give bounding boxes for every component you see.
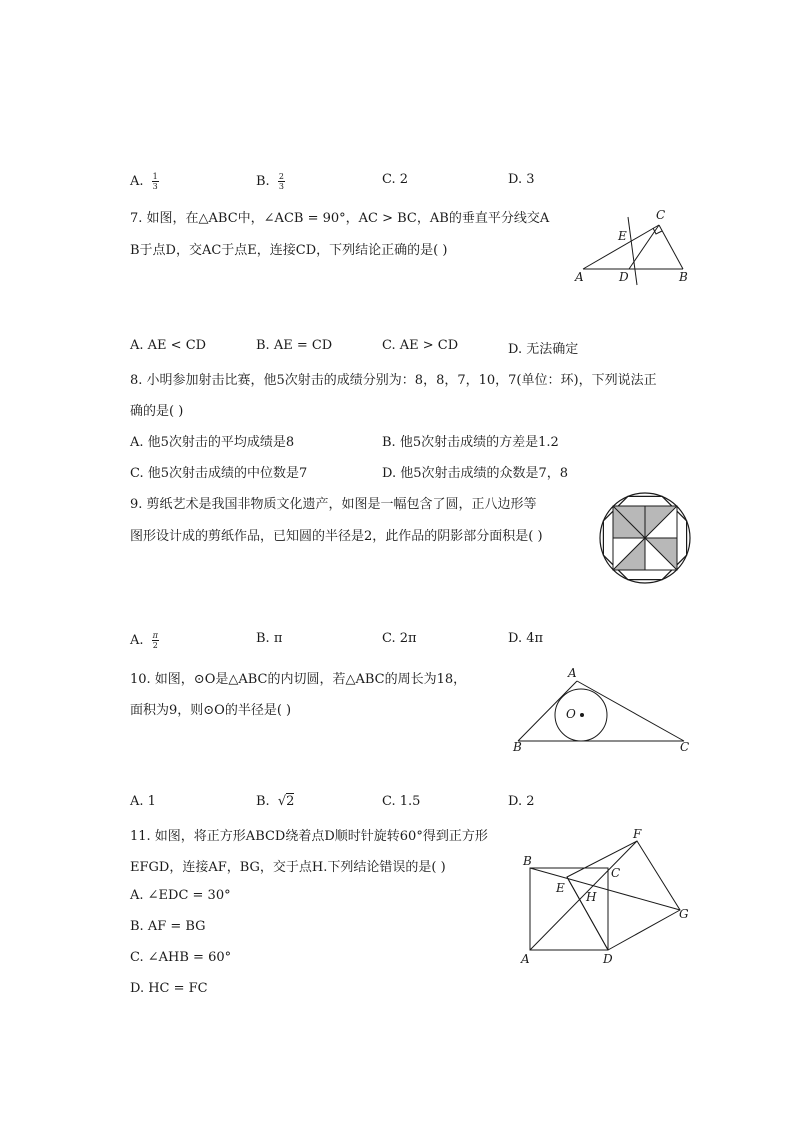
q9-stem-line2: 图形设计成的剪纸作品，已知圆的半径是2，此作品的阴影部分面积是( ) [130,529,543,544]
q6-option-c[interactable]: C. 2 [382,172,409,187]
q7-stem-line2: B于点D，交AC于点E，连接CD，下列结论正确的是( ) [130,243,448,258]
q7-figure [575,205,695,290]
q10-label-c: C [680,740,690,754]
q6-option-a-fraction: $\frac{1}{3}$ [152,172,158,191]
q7-label-d: D [619,270,629,284]
q9-option-b[interactable]: B. π [256,631,283,646]
q10-option-b-radical: √2 [277,794,295,809]
q8-stem-line2: 确的是( ) [130,404,184,419]
q9-option-d[interactable]: D. 4π [508,631,544,646]
q9-papercut-figure [598,492,692,586]
q11-option-d[interactable]: D. HC = FC [130,981,208,996]
q10-stem-line2: 面积为9，则⊙O的半径是( ) [130,703,292,718]
q9-stem-line1: 9. 剪纸艺术是我国非物质文化遗产，如图是一幅包含了圆，正八边形等 [130,497,537,512]
q7-label-e: E [618,229,627,243]
q6-option-d[interactable]: D. 3 [508,172,535,187]
q6-option-b[interactable] [256,172,285,191]
q8-stem-line1: 8. 小明参加射击比赛，他5次射击的成绩分别为：8，8，7，10，7(单位：环)，下列说法正 [130,373,657,388]
q7-label-c: C [656,208,666,222]
q7-label-b: B [679,270,688,284]
q8-option-d[interactable]: D. 他5次射击成绩的众数是7，8 [382,466,569,481]
q6-option-a-label: A. [130,174,144,189]
q11-stem-line2: EFGD，连接AF，BG，交于点H.下列结论错误的是( ) [130,860,446,875]
q11-label-h: H [586,890,597,904]
q6-option-a[interactable] [130,172,159,191]
q9-option-a-fraction: $\frac{\pi}{2}$ [152,631,158,650]
q7-label-a: A [575,270,584,284]
q10-option-b-label: B. [256,794,270,809]
q11-option-b[interactable]: B. AF = BG [130,919,206,934]
q11-label-d: D [603,952,613,966]
q6-option-b-fraction: $\frac{2}{3}$ [278,172,284,191]
q10-option-c[interactable]: C. 1.5 [382,794,421,809]
q11-label-g: G [679,907,689,921]
q11-option-c[interactable]: C. ∠AHB = 60° [130,950,232,965]
q11-label-a: A [521,952,530,966]
q11-label-b: B [523,854,532,868]
q9-option-a-label: A. [130,633,144,648]
q7-option-b[interactable]: B. AE = CD [256,338,333,353]
q10-label-a: A [568,666,577,680]
q9-option-c[interactable]: C. 2π [382,631,417,646]
q11-label-e: E [556,881,565,895]
q7-option-d[interactable]: D. 无法确定 [508,342,579,357]
q10-option-d[interactable]: D. 2 [508,794,535,809]
q9-option-a[interactable] [130,631,159,650]
q10-label-o: O [566,707,576,721]
q7-stem-line1: 7. 如图，在△ABC中，∠ACB = 90°，AC > BC，AB的垂直平分线交A [130,211,550,226]
q10-label-b: B [513,740,522,754]
q11-option-a[interactable]: A. ∠EDC = 30° [130,888,231,903]
q10-option-b[interactable] [256,794,294,809]
q6-option-b-label: B. [256,174,270,189]
q8-option-b[interactable]: B. 他5次射击成绩的方差是1.2 [382,435,559,450]
q8-option-a[interactable]: A. 他5次射击的平均成绩是8 [130,435,295,450]
q8-option-c[interactable]: C. 他5次射击成绩的中位数是7 [130,466,308,481]
q10-figure [508,664,698,756]
q11-label-f: F [633,827,642,841]
q10-option-a[interactable]: A. 1 [130,794,156,809]
q11-label-c: C [611,866,621,880]
q11-figure [520,824,695,969]
q10-stem-line1: 10. 如图，⊙O是△ABC的内切圆，若△ABC的周长为18， [130,672,467,687]
q7-option-c[interactable]: C. AE > CD [382,338,459,353]
q7-option-a[interactable]: A. AE < CD [130,338,207,353]
q11-stem-line1: 11. 如图，将正方形ABCD绕着点D顺时针旋转60°得到正方形 [130,829,488,844]
